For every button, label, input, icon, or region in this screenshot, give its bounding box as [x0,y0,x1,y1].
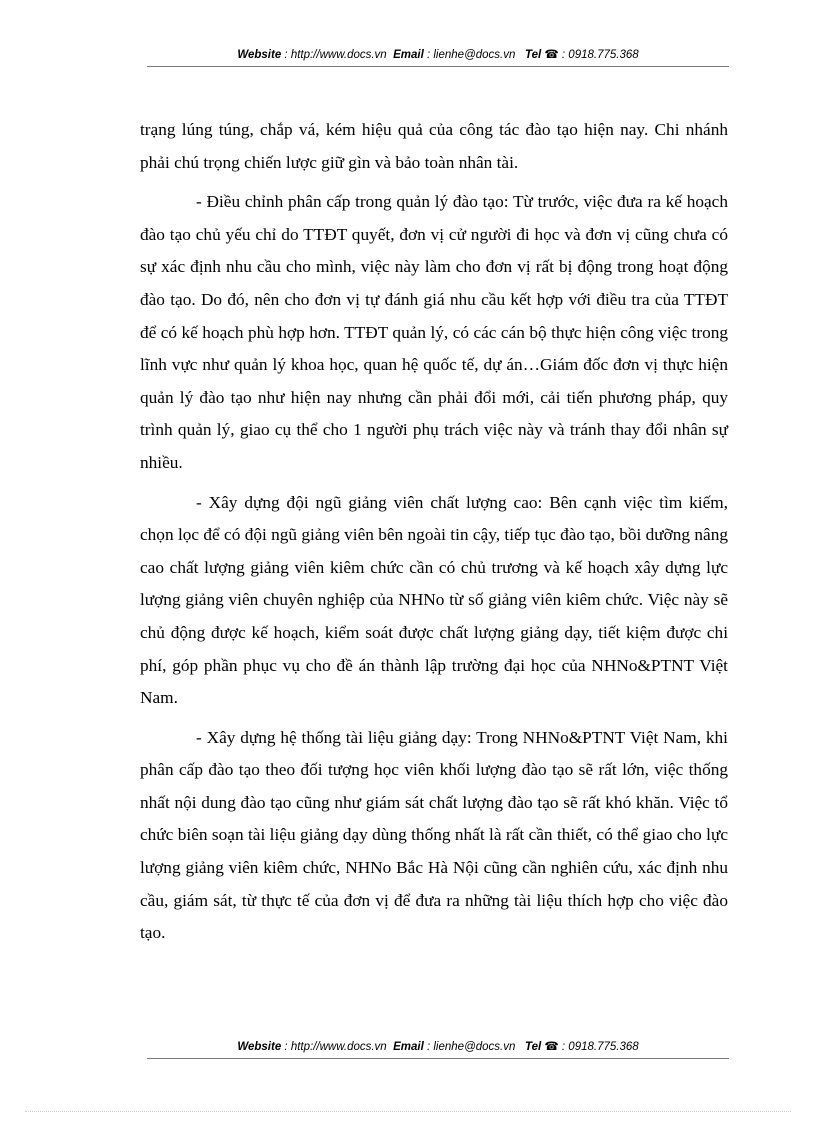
footer-email-sep: : [423,1041,434,1053]
footer-website-label: Website [237,1041,282,1053]
footer-tel-sep: : [558,1041,569,1053]
footer-email-value[interactable]: lienhe@docs.vn [433,1041,516,1053]
header-tel-sep: : [558,49,569,61]
footer-email-label: Email [393,1041,424,1053]
phone-icon: ☎ [544,49,559,61]
header-divider [147,66,729,67]
footer-website-sep: : [281,1041,291,1053]
page-footer [147,1040,729,1054]
header-email-label: Email [393,49,424,61]
paragraph: trạng lúng túng, chắp vá, kém hiệu quả của công tác đào tạo hiện nay. Chi nhánh phải chú trọng chiến lược giữ gìn và bảo toàn nhân tài. [140,120,728,172]
header-website-url[interactable]: http://www.docs.vn [290,49,387,61]
page-bottom-border [25,1111,791,1112]
footer-divider [147,1058,729,1059]
header-tel-value: 0918.775.368 [568,49,639,61]
header-website-label: Website [237,49,282,61]
header-tel-label: Tel [524,49,542,61]
paragraph: - Xây dựng đội ngũ giảng viên chất lượng cao: Bên cạnh việc tìm kiếm, chọn lọc để có đội ngũ giảng viên bên ngoài tin cậy, tiếp tục đào tạo, bồi dưỡng nâng cao chất lượng giảng viên kiêm chức cần có chủ trương và kế hoạch xây dựng lực lượng giảng viên chuyên nghiệp của NHNo từ số giảng viên kiêm chức. Việc này sẽ chủ động được kế hoạch, kiểm soát được chất lượng giảng dạy, tiết kiệm được chi phí, góp phần phục vụ cho đề án thành lập trường đại học của NHNo&PTNT Việt Nam. [140,492,728,708]
paragraph: - Xây dựng hệ thống tài liệu giảng dạy: Trong NHNo&PTNT Việt Nam, khi phân cấp đào tạo theo đối tượng học viên khối lượng đào tạo sẽ rất lớn, việc thống nhất nội dung đào tạo cũng như giám sát chất lượng đào tạo sẽ rất khó khăn. Việc tổ chức biên soạn tài liệu giảng dạy dùng thống nhất là rất cần thiết, có thể giao cho lực lượng giảng viên kiêm chức, NHNo Bắc Hà Nội cũng cần nghiên cứu, xác định nhu cầu, giám sát, từ thực tế của đơn vị để đưa ra những tài liệu thích hợp cho việc đào tạo. [140,727,728,943]
footer-tel-value: 0918.775.368 [568,1041,639,1053]
footer-tel-label: Tel [524,1041,542,1053]
document-body [140,114,728,957]
footer-website-url[interactable]: http://www.docs.vn [290,1041,387,1053]
paragraph: - Điều chỉnh phân cấp trong quản lý đào tạo: Từ trước, việc đưa ra kế hoạch đào tạo chủ yếu chỉ do TTĐT quyết, đơn vị cử người đi học và đơn vị cũng chưa có sự xác định nhu cầu cho mình, việc này làm cho đơn vị rất bị động trong hoạt động đào tạo. Do đó, nên cho đơn vị tự đánh giá nhu cầu kết hợp với điều tra của TTĐT để có kế hoạch phù hợp hơn. TTĐT quản lý, có các cán bộ thực hiện công việc trong lĩnh vực như quản lý khoa học, quan hệ quốc tế, dự án…Giám đốc đơn vị thực hiện quản lý đào tạo như hiện nay nhưng cần phải đổi mới, cải tiến phương pháp, quy trình quản lý, giao cụ thể cho 1 người phụ trách việc này và tránh thay đổi nhân sự nhiều. [140,192,728,472]
phone-icon: ☎ [544,1041,559,1053]
header-website-sep: : [281,49,291,61]
page-header [147,48,729,62]
header-email-value[interactable]: lienhe@docs.vn [433,49,516,61]
header-email-sep: : [423,49,434,61]
